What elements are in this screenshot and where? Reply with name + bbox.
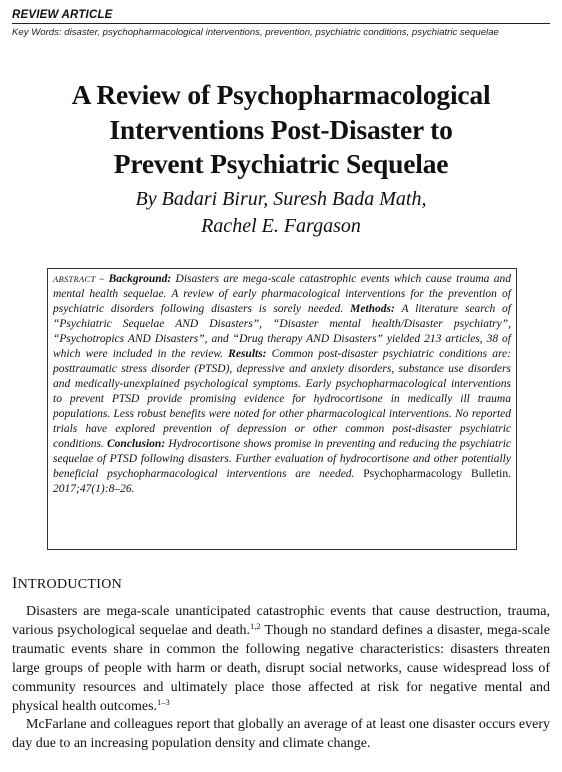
author-line: By Badari Birur, Suresh Bada Math, [135,188,427,210]
paragraph: McFarlane and colleagues report that globally an average of at least one disaster occurs every day due to an increasing population density and climate change. [12,717,551,752]
methods-label: Methods: [350,303,395,315]
methods-text: A literature search of “Psychiatric Sequelae AND Disasters”, “Disaster mental health/Disaster psychiatry”, “Psychotropics AND Disasters”, and “Drug therapy AND Disasters” yielded 213 articles, 38 of which were included in the review. [53,303,511,360]
article-type-label: REVIEW ARTICLE [12,9,550,24]
background-label: Background: [108,273,172,285]
citation-ref: 2017;47(1):8–26. [53,483,135,495]
abstract-label: ABSTRACT ~ [53,274,105,284]
paragraph: Disasters are mega-scale unanticipated catastrophic events that cause destruction, trauma, various psychological sequelae and death.$^{1,2}$ Though no standard defines a disaster, mega-scale traumatic events share in common the following negative characteristics: disasters threaten large groups of people with harm or death, disrupt social networks, cause widespread loss of community resources and ultimately place those affected at risk for negative mental and physical health outcomes.$^{1-3}$ [12,604,550,714]
title-line: A Review of Psychopharmacological [71,79,491,110]
keywords-line: Key Words: disaster, psychopharmacological interventions, prevention, psychiatric conditions, psychiatric sequelae [12,27,499,38]
results-text: Common post-disaster psychiatric conditions are: posttraumatic stress disorder (PTSD), depressive and anxiety disorders, substance use disorders and medically-unexplained psychological symptoms. Early psychopharmacological interventions to prevent PTSD provide promising evidence for hydrocortisone in medically ill trauma populations. Less robust benefits were noted for other pharmacological interventions. No reported trials have explored prevention of depression or other common post-disaster psychiatric conditions. [53,348,511,450]
abstract-text [53,272,511,497]
background-text: Disasters are mega-scale catastrophic events which cause trauma and mental health sequelae. A review of early pharmacological interventions for the prevention of psychiatric disorders following disasters is sorely needed. [53,273,512,315]
title-line: Prevent Psychiatric Sequelae [113,148,449,179]
author-line: Rachel E. Fargason [201,215,361,237]
introduction-body [12,603,550,754]
citation-superscript: 1,2 [249,620,261,631]
author-byline [0,186,562,240]
abstract-box [47,268,517,550]
conclusion-label: Conclusion: [107,438,166,450]
conclusion-text: Hydrocortisone shows promise in preventing and reducing the psychiatric sequelae of PTSD following disasters. Further evaluation of hydrocortisone and other potentially beneficial psychopharmacological interventions are needed. [53,438,511,480]
results-label: Results: [228,348,267,360]
introduction-heading: INTRODUCTION [12,575,123,592]
citation-journal: Psychopharmacology Bulletin. [363,468,511,480]
title-line: Interventions Post-Disaster to [109,113,453,145]
article-header [12,9,550,39]
article-title [0,78,562,182]
citation-superscript: 1–3 [157,696,170,707]
